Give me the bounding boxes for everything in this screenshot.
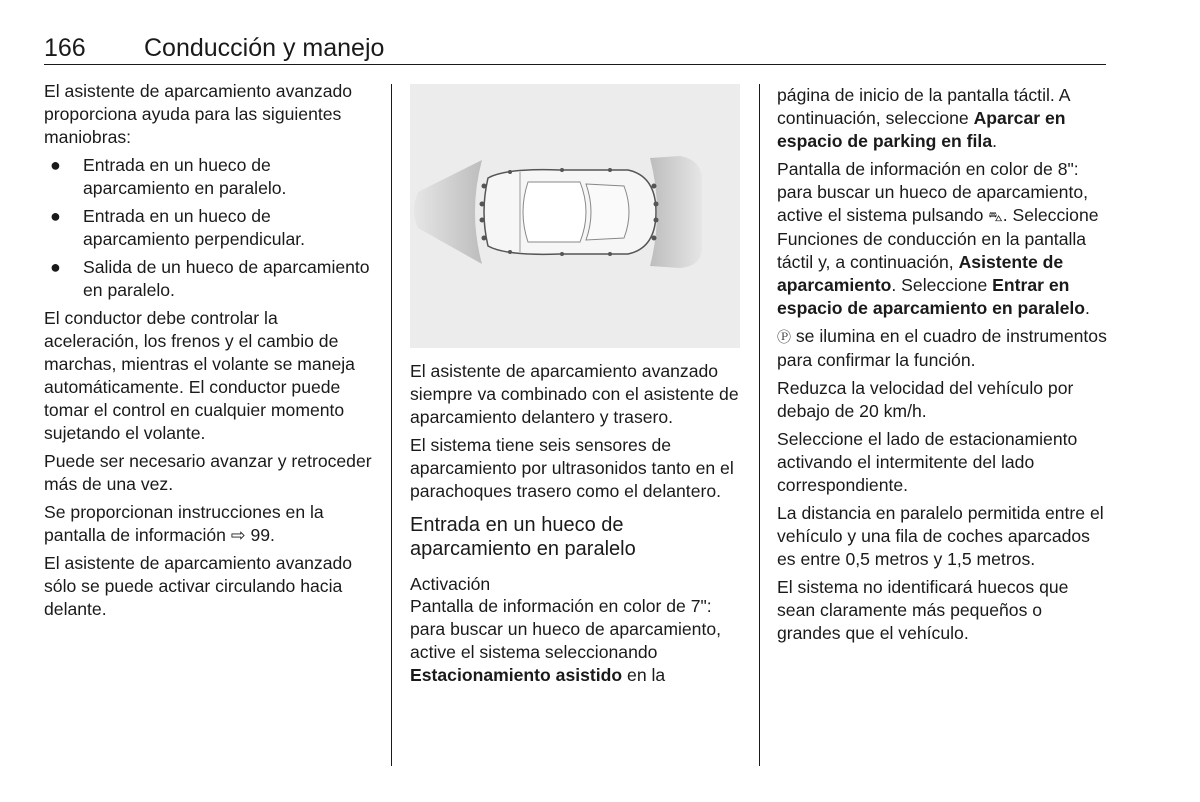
list-item: ● Entrada en un hueco de aparcamiento perpendicular. xyxy=(50,206,306,249)
paragraph: La distancia en paralelo permitida entre el vehículo y una fila de coches aparcados es entre 0,5 metros y 1,5 metros. xyxy=(777,503,1104,569)
column-1 xyxy=(44,80,374,626)
paragraph: El sistema no identificará huecos que sean claramente más pequeños o grandes que el vehículo. xyxy=(777,577,1069,643)
menu-option: Aparcar en espacio de parking en fila xyxy=(777,108,1066,151)
paragraph: página de inicio de la pantalla táctil. A continuación, seleccione Aparcar en espacio de parking en fila. xyxy=(777,85,1070,151)
menu-option: Asistente de aparcamiento xyxy=(777,252,1064,295)
paragraph: El sistema tiene seis sensores de aparcamiento por ultrasonidos tanto en el parachoques trasero como el delantero. xyxy=(410,435,734,501)
chapter-title: Conducción y manejo xyxy=(144,34,385,62)
paragraph: Se proporcionan instrucciones en la pantalla de información ⇨ 99. xyxy=(44,502,324,545)
list-item: ● Entrada en un hueco de aparcamiento en paralelo. xyxy=(50,155,287,198)
bullet-icon: ● xyxy=(50,257,61,277)
subsection-heading: Activación xyxy=(410,574,491,594)
column-3 xyxy=(777,84,1107,650)
paragraph: Pantalla de información en color de 8": para buscar un hueco de aparcamiento, active el sistema pulsando ⛍. Seleccione Funciones de conducción en la pantalla táctil y, a continuación, Asistente de aparcamiento. Seleccione Entrar en espacio de aparcamiento en paralelo. xyxy=(777,159,1099,318)
list-item: ● Salida de un hueco de aparcamiento en paralelo. xyxy=(50,257,370,300)
section-heading: Entrada en un hueco de aparcamiento en paralelo xyxy=(410,514,636,560)
page-number: 166 xyxy=(44,34,86,62)
menu-option: Entrar en espacio de aparcamiento en paralelo xyxy=(777,275,1086,318)
paragraph: El asistente de aparcamiento avanzado siempre va combinado con el asistente de aparcamiento delantero y trasero. xyxy=(410,361,739,427)
column-divider-2 xyxy=(759,84,760,766)
bullet-icon: ● xyxy=(50,155,61,175)
paragraph: Puede ser necesario avanzar y retroceder más de una vez. xyxy=(44,451,372,494)
paragraph: El conductor debe controlar la aceleración, los frenos y el cambio de marchas, mientras el volante se maneja automáticamente. El conductor puede tomar el control en cualquier momento sujetando el volante. xyxy=(44,308,355,443)
paragraph: Seleccione el lado de estacionamiento activando el intermitente del lado correspondiente. xyxy=(777,429,1078,495)
parking-sensor-illustration xyxy=(410,84,740,348)
paragraph: Reduzca la velocidad del vehículo por debajo de 20 km/h. xyxy=(777,378,1074,421)
paragraph: Ⓟ se ilumina en el cuadro de instrumentos para confirmar la función. xyxy=(777,326,1107,370)
reference-arrow-icon: ⇨ xyxy=(230,525,246,545)
maneuver-list xyxy=(44,154,374,302)
page-reference-link[interactable]: 99. xyxy=(250,525,275,545)
intro-paragraph: El asistente de aparcamiento avanzado proporciona ayuda para las siguientes maniobras: xyxy=(44,81,353,147)
parking-indicator-icon: Ⓟ xyxy=(777,329,791,345)
paragraph: El asistente de aparcamiento avanzado sólo se puede activar circulando hacia delante. xyxy=(44,553,353,619)
parking-assist-icon: ⛍ xyxy=(988,208,1003,224)
column-divider-1 xyxy=(391,84,392,766)
menu-option: Estacionamiento asistido xyxy=(410,665,623,685)
header-rule xyxy=(44,64,1106,65)
paragraph: Pantalla de información en color de 7": para buscar un hueco de aparcamiento, active el sistema seleccionando Estacionamiento asistido en la xyxy=(410,596,722,685)
page-header xyxy=(44,34,1106,64)
bullet-icon: ● xyxy=(50,206,61,226)
